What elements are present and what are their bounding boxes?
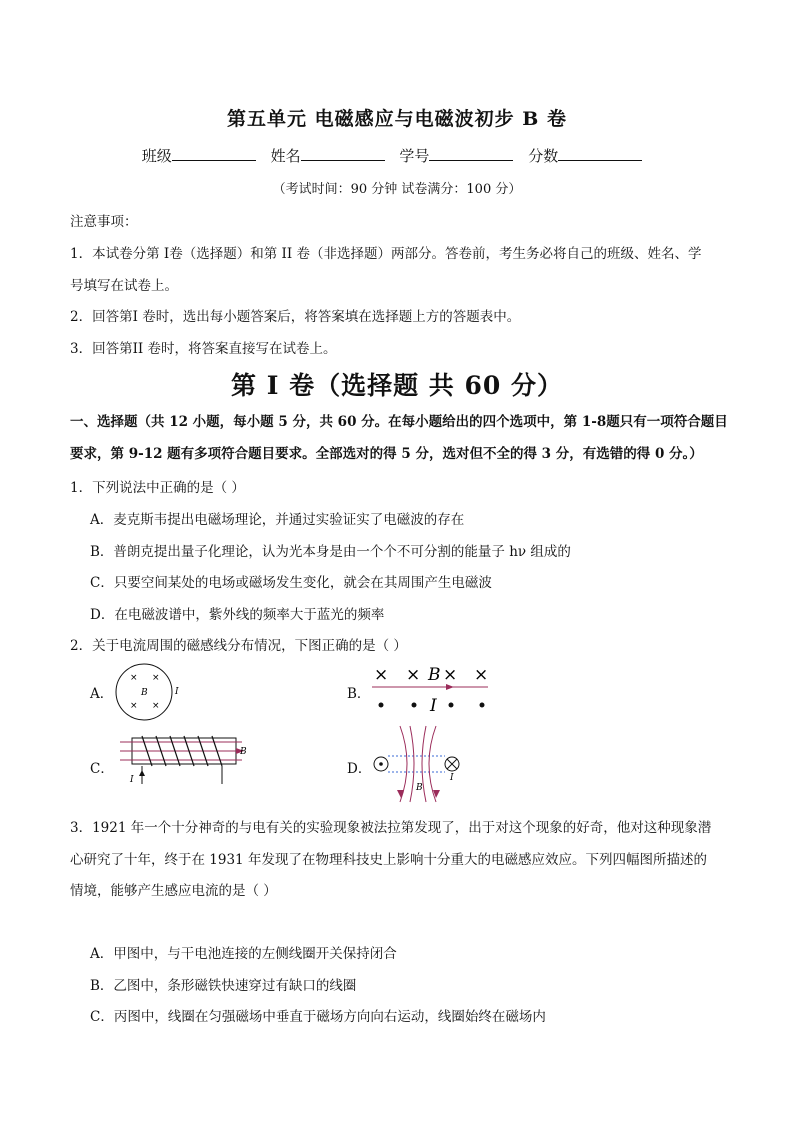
cross-mark: × [152,701,160,711]
field-label: B [416,783,423,793]
current-label: I [430,696,437,716]
q1-stem: 1．下列说法中正确的是（ ） [70,480,245,496]
q3-stem-line-2: 心研究了十年，终于在 1931 年发现了在物理科技史上影响十分重大的电磁感应效应。下列四幅图所描述的 [70,852,707,868]
note-3: 3．回答第II 卷时，将答案直接写在试卷上。 [70,341,337,357]
exam-meta: （考试时间：90 分钟 试卷满分：100 分） [272,182,522,197]
q2-label-a[interactable]: A． [90,686,114,702]
section-instruction-line-2: 要求，第 9-12 题有多项符合题目要求。全部选对的得 5 分，选对但不全的得 3 分，有选错的得 0 分。） [70,446,703,462]
q2-figure-a [114,662,194,722]
q1-option-a[interactable]: A．麦克斯韦提出电磁场理论，并通过实验证实了电磁波的存在 [90,512,465,528]
dot-mark [412,703,417,708]
q3-stem-line-1: 3．1921 年一个十分神奇的与电有关的实验现象被法拉第发现了，出于对这个现象的好奇，他对这种现象潜 [70,820,712,836]
notes-heading: 注意事项： [70,214,138,230]
arrow-icon [139,770,145,776]
field-line [410,726,414,802]
name-label: 姓名 [270,147,301,165]
q2-label-b[interactable]: B． [347,686,371,702]
dot-mark [379,703,384,708]
q2-figure-b [370,660,500,720]
q1-option-c[interactable]: C．只要空间某处的电场或磁场发生变化，就会在其周围产生电磁波 [90,575,492,591]
cross-mark: × [152,673,160,683]
dot-mark [480,703,485,708]
section-title: 第 I 卷（选择题 共 60 分） [230,371,563,400]
cross-mark: × [130,673,138,683]
q2-label-d[interactable]: D． [347,761,372,777]
q2-figure-c [118,728,258,788]
field-label: B [141,688,148,698]
current-label: I [130,775,134,785]
section-instruction-line-1: 一、选择题（共 12 小题，每小题 5 分，共 60 分。在每小题给出的四个选项中，第 1-8题只有一项符合题目 [70,414,728,430]
q2-stem: 2．关于电流周围的磁感线分布情况，下图正确的是（ ） [70,638,407,654]
class-blank[interactable] [172,146,256,161]
name-blank[interactable] [301,146,385,161]
id-label: 学号 [399,147,430,165]
note-1-line-1: 1．本试卷分第 I卷（选择题）和第 II 卷（非选择题）两部分。答卷前，考生务必将自己的班级、姓名、学 [70,246,702,262]
q3-option-c[interactable]: C．丙图中，线圈在匀强磁场中垂直于磁场方向向右运动，线圈始终在磁场内 [90,1009,546,1025]
cross-mark: × [374,665,389,685]
cross-mark: × [406,665,421,685]
cross-mark: × [443,665,458,685]
current-label: I [175,687,179,697]
note-1-line-2: 号填写在试卷上。 [70,278,178,294]
q3-option-b[interactable]: B．乙图中，条形磁铁快速穿过有缺口的线圈 [90,978,357,994]
student-info-line [0,145,794,166]
id-blank[interactable] [429,146,513,161]
cross-mark: × [130,701,138,711]
class-label: 班级 [141,147,172,165]
score-blank[interactable] [558,146,642,161]
q3-option-a[interactable]: A．甲图中，与干电池连接的左侧线圈开关保持闭合 [90,946,397,962]
note-2: 2．回答第I 卷时，选出每小题答案后，将答案填在选择题上方的答题表中。 [70,309,521,325]
dot-mark [449,703,454,708]
field-label: B [240,747,247,757]
q2-figure-d [370,724,470,804]
q2-label-c[interactable]: C． [90,761,114,777]
score-label: 分数 [528,147,559,165]
q1-option-d[interactable]: D．在电磁波谱中，紫外线的频率大于蓝光的频率 [90,607,385,623]
q1-option-b[interactable]: B．普朗克提出量子化理论，认为光本身是由一个个不可分割的能量子 hν 组成的 [90,544,571,560]
q3-stem-line-3: 情境，能够产生感应电流的是（ ） [70,883,277,899]
exam-title: 第五单元 电磁感应与电磁波初步 B 卷 [227,108,567,130]
cross-mark: × [474,665,489,685]
current-label: I [450,773,454,783]
field-label: B [428,665,441,685]
